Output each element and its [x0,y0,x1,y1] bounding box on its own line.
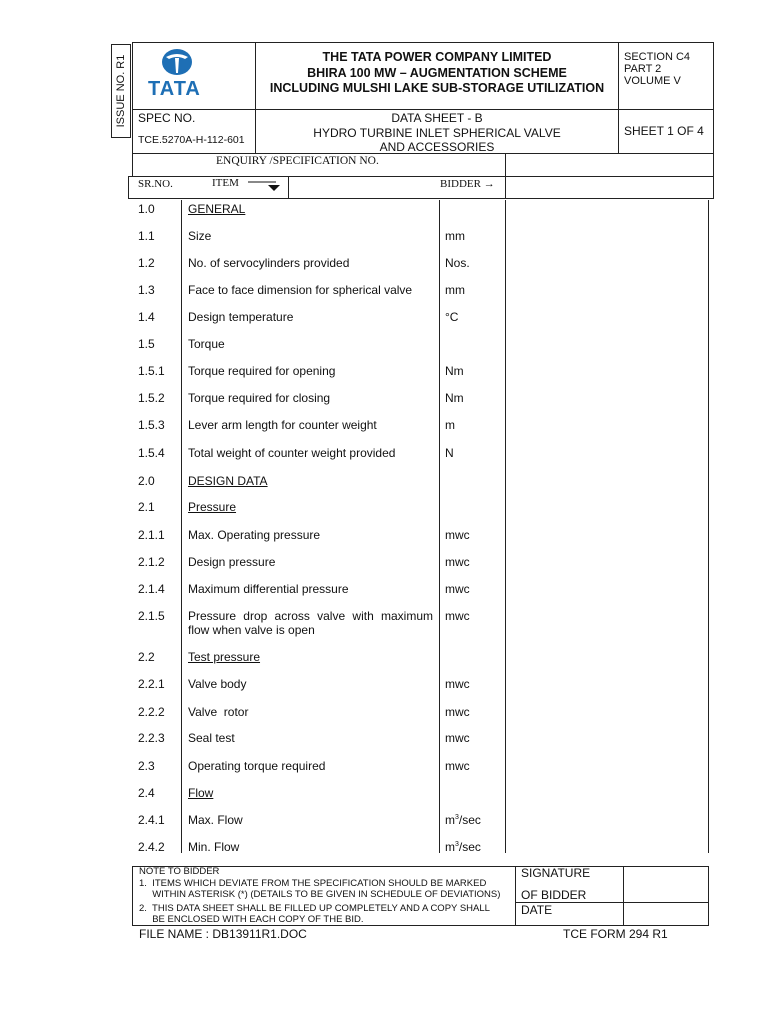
row-unit: N [445,446,454,460]
row-unit: mwc [445,555,470,569]
row-item: No. of servocylinders provided [188,256,350,270]
row-no: 2.2.1 [138,677,165,691]
row-no: 1.4 [138,310,155,324]
row-item-continued: flow when valve is open [188,623,315,637]
colhead-bottom-line [128,198,714,199]
row-no: 1.5.4 [138,446,165,460]
row-no: 1.2 [138,256,155,270]
datasheet-title [256,111,618,155]
row-unit: mwc [445,582,470,596]
row-item: Min. Flow [188,840,240,854]
note-line: 1. ITEMS WHICH DEVIATE FROM THE SPECIFICATION SHOULD BE MARKED [139,878,487,889]
row-unit: mwc [445,528,470,542]
document-title [256,50,618,97]
unit-base: m [445,840,455,854]
row-no: 1.3 [138,283,155,297]
row-item: Torque required for opening [188,364,336,378]
row-item: Max. Flow [188,813,243,827]
row-no: 2.1.4 [138,582,165,596]
note-line: WITHIN ASTERISK (*) (DETAILS TO BE GIVEN IN SCHEDULE OF DEVIATIONS) [139,889,501,900]
row-item: Size [188,229,212,243]
row-item: Design pressure [188,555,276,569]
row-item: Flow [188,786,214,800]
row-no: 2.0 [138,474,155,488]
row-item: Pressure drop across valve with maximum [188,609,433,623]
col-srno: SR.NO. [138,178,173,190]
datasheet-line: HYDRO TURBINE INLET SPHERICAL VALVE [313,125,561,140]
of-bidder-label: OF BIDDER [521,888,587,902]
row-unit: m [445,418,455,432]
footer-divider-1 [515,866,516,926]
row-unit [445,813,481,827]
header-mid-line [132,109,714,110]
row-unit [445,840,481,854]
row-no: 2.1.1 [138,528,165,542]
row-item: Torque required for closing [188,391,331,405]
header-right-border [713,42,714,153]
date-label: DATE [521,903,553,917]
header-top-border [132,42,714,43]
title-line: BHIRA 100 MW – AUGMENTATION SCHEME [307,65,567,80]
arrow-down-right-icon [248,178,284,192]
enquiry-label: ENQUIRY /SPECIFICATION NO. [216,155,379,167]
row-unit: Nos. [445,256,470,270]
enquiry-left-border [132,154,133,176]
row-unit: Nm [445,391,464,405]
row-no: 2.2 [138,650,155,664]
row-item: Lever arm length for counter weight [188,418,377,432]
body-divider-item [181,200,182,853]
sheet-number: SHEET 1 OF 4 [624,124,704,138]
datasheet-line: AND ACCESSORIES [379,140,495,154]
row-no: 2.1 [138,500,155,514]
row-item: Torque [188,337,225,351]
row-item: Test pressure [188,650,261,664]
unit-rest: /sec [458,813,481,827]
section-line: VOLUME V [624,75,681,87]
row-unit: °C [445,310,459,324]
note-line: BE ENCLOSED WITH EACH COPY OF THE BID. [139,914,364,925]
row-item: Valve rotor [188,705,249,719]
row-item: Maximum differential pressure [188,582,349,596]
section-line: SECTION C4 [624,51,691,63]
section-info [624,51,690,87]
spec-label: SPEC NO. [138,111,196,125]
row-no: 1.5.3 [138,418,165,432]
body-divider-bidder [505,200,506,853]
row-unit: mm [445,283,465,297]
row-no: 1.5.2 [138,391,165,405]
footer-divider-2 [623,866,624,926]
row-item: Design temperature [188,310,294,324]
row-item: Max. Operating pressure [188,528,321,542]
row-no: 2.3 [138,759,155,773]
header-left-border [132,42,133,153]
unit-exponent: 3 [455,841,459,848]
title-line: THE TATA POWER COMPANY LIMITED [322,50,552,64]
row-no: 2.1.5 [138,609,165,623]
row-item: DESIGN DATA [188,474,268,488]
unit-base: m [445,813,455,827]
row-unit: mwc [445,731,470,745]
signature-label: SIGNATURE [521,866,591,880]
row-unit: mwc [445,677,470,691]
row-item: Pressure [188,500,237,514]
row-unit: mm [445,229,465,243]
row-no: 1.5 [138,337,155,351]
row-item: Seal test [188,731,235,745]
datasheet-line: DATA SHEET - B [391,111,483,125]
row-no: 2.4.1 [138,813,165,827]
row-no: 2.2.2 [138,705,165,719]
tata-logo-text: TATA [148,78,201,100]
footer-left-border [132,866,133,926]
row-unit: mwc [445,609,470,623]
footer-right-border [708,866,709,926]
note-line: 2. THIS DATA SHEET SHALL BE FILLED UP COMPLETELY AND A COPY SHALL [139,903,490,914]
row-unit: Nm [445,364,464,378]
row-no: 2.1.2 [138,555,165,569]
spec-number: TCE.5270A-H-112-601 [138,134,245,146]
row-no: 1.0 [138,202,155,216]
header-divider-2 [618,42,619,153]
row-no: 1.1 [138,229,155,243]
row-no: 2.4 [138,786,155,800]
col-bidder: BIDDER → [440,178,495,190]
col-item: ITEM [212,177,239,189]
colhead-divider [288,176,289,198]
note-title: NOTE TO BIDDER [139,866,220,877]
issue-label: ISSUE NO. R1 [115,54,127,128]
issue-label-box [111,44,131,138]
section-line: PART 2 [624,63,662,75]
body-right-border [708,200,709,853]
row-no: 2.4.2 [138,840,165,854]
row-unit: mwc [445,759,470,773]
title-line: INCLUDING MULSHI LAKE SUB-STORAGE UTILIZATION [269,81,605,95]
row-no: 2.2.3 [138,731,165,745]
unit-exponent: 3 [455,814,459,821]
body-divider-unit [439,200,440,853]
form-number: TCE FORM 294 R1 [563,927,668,941]
unit-rest: /sec [458,840,481,854]
row-item: GENERAL [188,202,246,216]
file-name: FILE NAME : DB13911R1.DOC [139,927,307,941]
row-no: 1.5.1 [138,364,165,378]
row-item: Total weight of counter weight provided [188,446,396,460]
row-item: Valve body [188,677,247,691]
row-item: Operating torque required [188,759,326,773]
row-unit: mwc [445,705,470,719]
tata-logo [140,46,248,104]
colhead-left-border [128,176,129,198]
row-item: Face to face dimension for spherical valve [188,283,413,297]
